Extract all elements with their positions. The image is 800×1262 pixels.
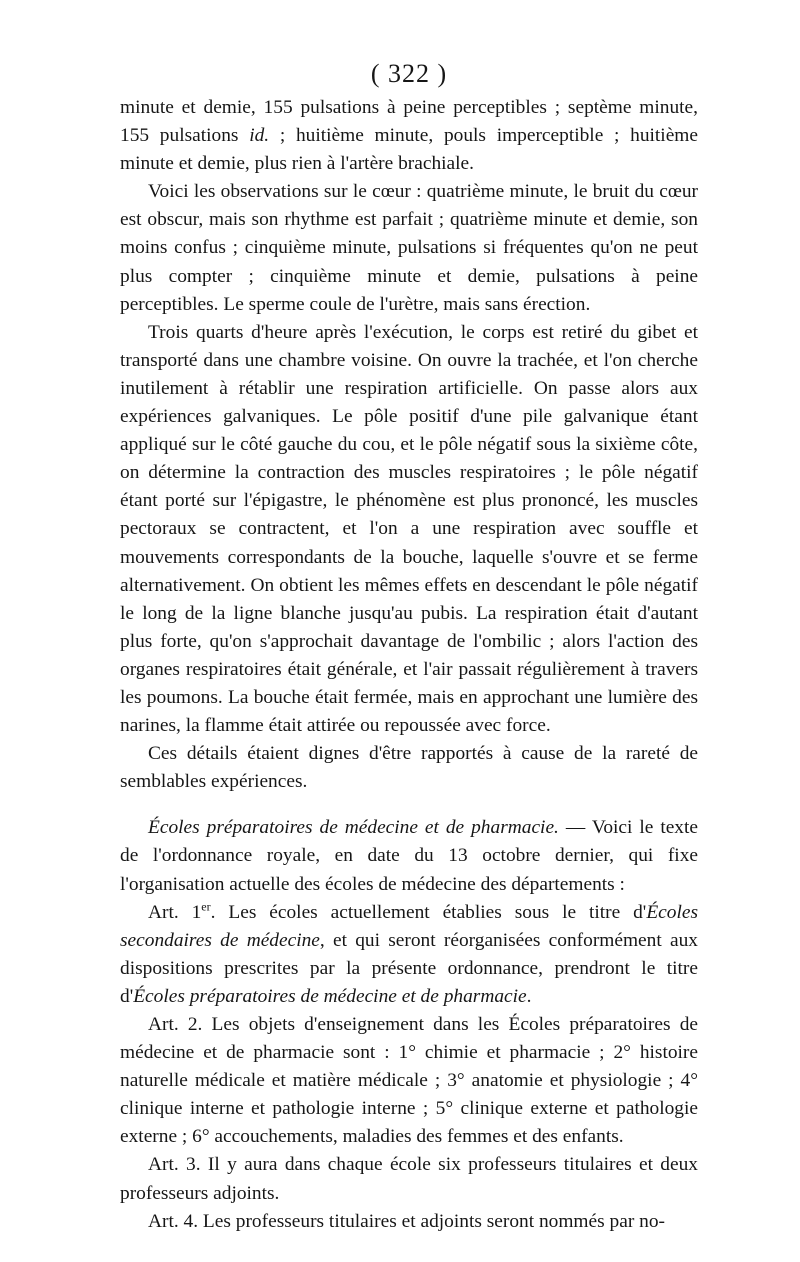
- article-2: Art. 2. Les objets d'enseignement dans les Écoles préparatoires de médecine et de pharmacie sont : 1° chimie et pharmacie ; 2° histoire naturelle médicale et matière médicale ; 3° anatomie et physiologie ; 4° clinique interne et pathologie interne ; 5° clinique externe et pathologie externe ; 6° accouchements, maladies des femmes et des enfants.: [120, 1014, 698, 1148]
- article-1: Art. 1er. Les écoles actuellement établies sous le titre d'Écoles secondaires de médecine, et qui seront réorganisées conformément aux dispositions prescrites par la présente ordonnance, prendront le titre d'Écoles préparatoires de médecine et de pharmacie.: [120, 899, 698, 1007]
- article-4: Art. 4. Les professeurs titulaires et adjoints seront nommés par no-: [148, 1210, 665, 1232]
- article-3: Art. 3. Il y aura dans chaque école six professeurs titulaires et deux professeurs adjoints.: [120, 1154, 698, 1204]
- section-intro: Écoles préparatoires de médecine et de pharmacie. — Voici le texte de l'ordonnance royale, en date du 13 octobre dernier, qui fixe l'organisation actuelle des écoles de médecine des départements :: [120, 817, 698, 895]
- paragraph-rarity-note: Ces détails étaient dignes d'être rapportés à cause de la rareté de semblables expériences.: [120, 743, 698, 793]
- body-text: [120, 94, 698, 1236]
- italic-id: id.: [249, 125, 270, 147]
- paragraph-heart-observations: Voici les observations sur le cœur : quatrième minute, le bruit du cœur est obscur, mais son rhythme est parfait ; quatrième minute et demie, son moins confus ; cinquième minute, pulsations si fréquentes qu'on ne peut plus compter ; cinquième minute et demie, pulsations à peine perceptibles. Le sperme coule de l'urètre, mais sans érection.: [120, 181, 698, 315]
- paragraph-continuation: minute et demie, 155 pulsations à peine perceptibles ; septème minute, 155 pulsations id. ; huitième minute, pouls imperceptible ; huitième minute et demie, plus rien à l'artère brachiale.: [120, 97, 698, 175]
- paragraph-galvanic-experiments: Trois quarts d'heure après l'exécution, le corps est retiré du gibet et transporté dans une chambre voisine. On ouvre la trachée, et l'on cherche inutilement à rétablir une respiration artificielle. On passe alors aux expériences galvaniques. Le pôle positif d'une pile galvanique étant appliqué sur le côté gauche du cou, et le pôle négatif sous la sixième côte, on détermine la contraction des muscles respiratoires ; le pôle négatif étant porté sur l'épigastre, le phénomène est plus prononcé, les muscles pectoraux se contractent, et l'on a une respiration avec souffle et mouvements correspondants de la bouche, laquelle s'ouvre et se ferme alternativement. On obtient les mêmes effets en descendant le pôle négatif le long de la ligne blanche jusqu'au pubis. La respiration était d'autant plus forte, qu'on s'approchait davantage de l'ombilic ; alors l'action des organes respiratoires était générale, et l'air passait régulièrement à travers les poumons. La bouche était fermée, mais en approchant une lumière des narines, la flamme était attirée ou repoussée avec force.: [120, 321, 698, 737]
- page-number: ( 322 ): [370, 59, 448, 88]
- section-title: Écoles préparatoires de médecine et de pharmacie.: [148, 817, 559, 839]
